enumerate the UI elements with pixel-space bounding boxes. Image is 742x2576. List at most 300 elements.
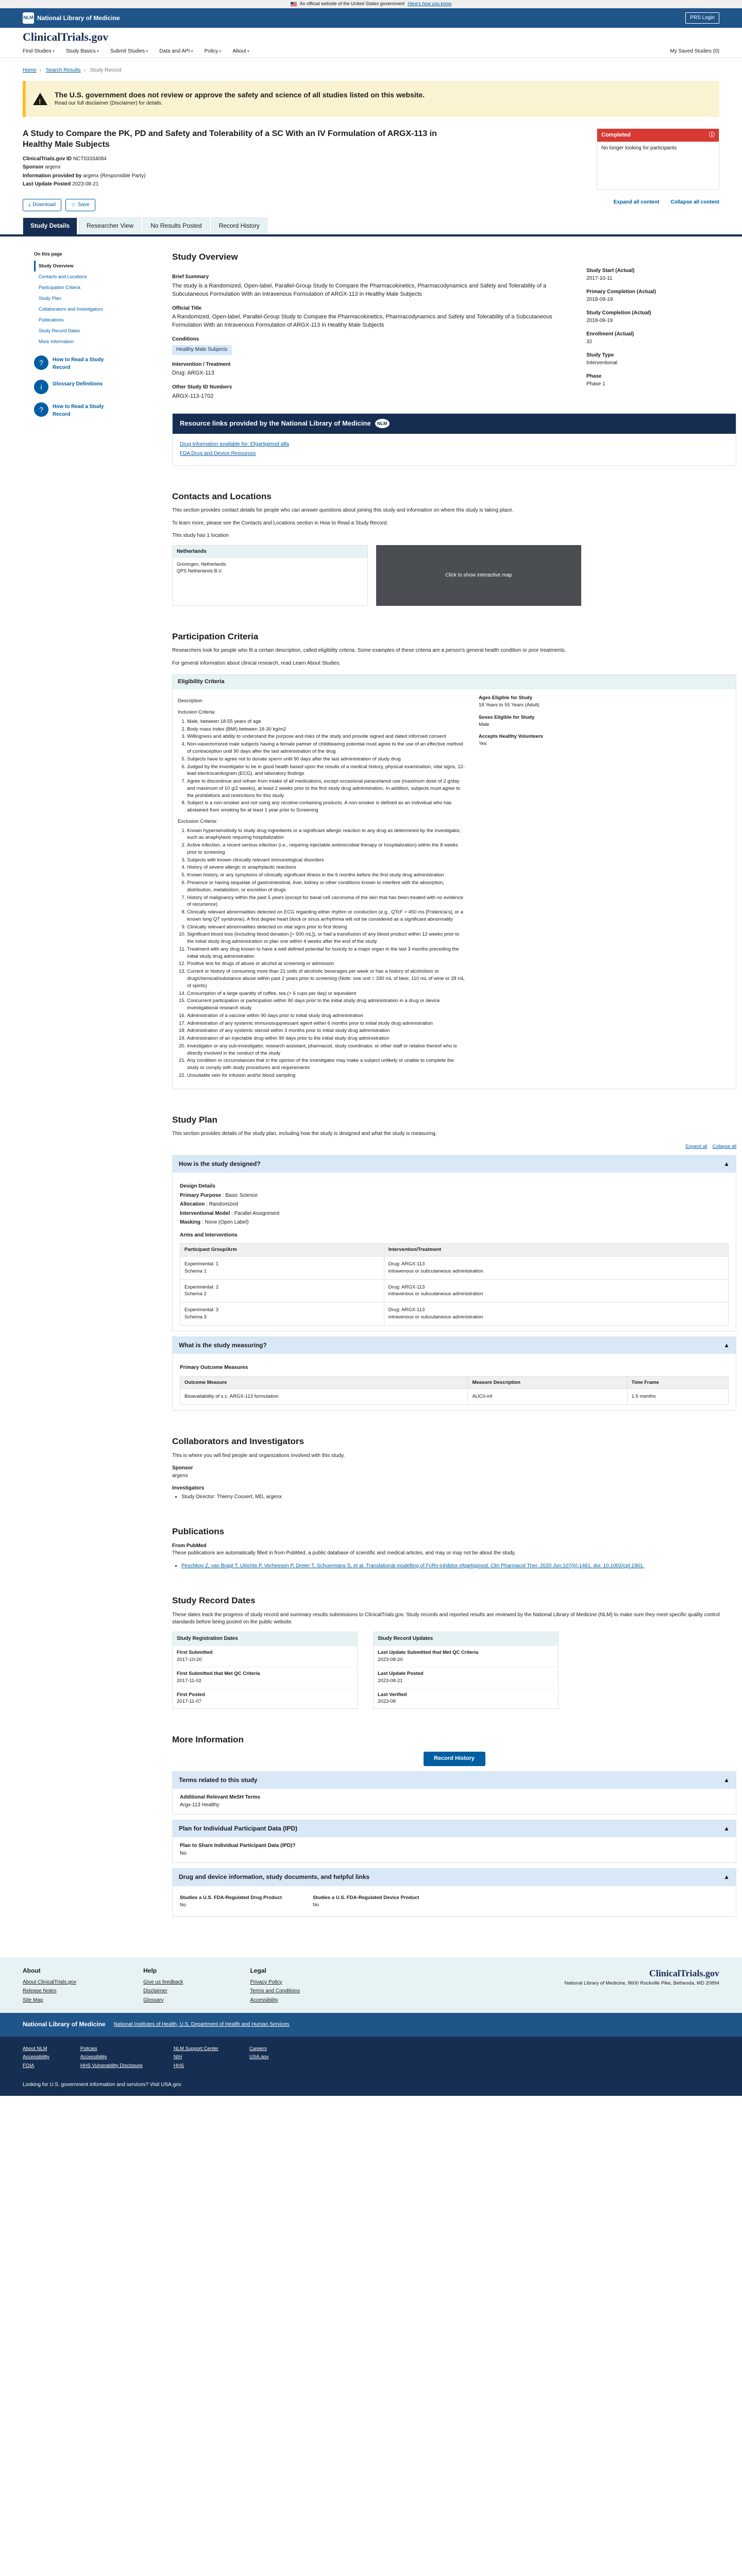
- dates-header: Study Record Updates: [374, 1632, 558, 1646]
- criteria-item: 3. Subjects with known clinically relevant immunological disorders: [187, 857, 466, 864]
- footer-address: National Library of Medicine, 8600 Rockville Pike, Bethesda, MD 20894: [564, 1980, 719, 1987]
- date-value: 2023-08-20: [378, 1657, 403, 1663]
- map-label: Click to show interactive map: [445, 572, 512, 578]
- status-label: Completed: [601, 131, 631, 138]
- collaborators-section: [172, 1435, 736, 1501]
- drug-info-link[interactable]: Drug Information available for: Efgartigimod alfa: [180, 441, 289, 447]
- breadcrumb-current: Study Record: [90, 67, 122, 73]
- criteria-item: 4. Non-vasectomized male subjects having a female partner of childbearing potential must agree to the use of an effective method of contraception until 90 days after the last administration of the drug: [187, 741, 466, 755]
- tab-study-details[interactable]: Study Details: [23, 217, 77, 234]
- design-key: Masking: [180, 1219, 201, 1226]
- investigator-item: • Study Director: Thierry Couvert, MD, argenx: [181, 1494, 736, 1501]
- arms-table: [180, 1243, 729, 1325]
- location-count: This study has 1 location: [172, 533, 229, 539]
- fact-value: 2018-09-19: [586, 317, 613, 324]
- table-header: Measure Description: [468, 1376, 627, 1389]
- footer-link[interactable]: Accessibility: [80, 2054, 107, 2060]
- criteria-item: 1. Known hypersensitivity to study drug ingredients or a significant allergic reaction to any drug as determined by the investigator, such as anaphylaxis requiring hospitalization: [187, 827, 466, 842]
- drug-device-accordion-header[interactable]: [173, 1869, 736, 1886]
- footer-link[interactable]: Policies: [80, 2045, 97, 2052]
- arm-desc: Schema 2: [184, 1291, 207, 1297]
- breadcrumb-search-results[interactable]: Search Results: [45, 67, 81, 73]
- fact-value: 2017-10-11: [586, 275, 613, 281]
- nav-about[interactable]: About ▾: [233, 48, 249, 56]
- criteria-item: 7. History of malignancy within the past 5 years (except for basal cell carcinoma of the skin that has been treated with no evidence of recurrence): [187, 894, 466, 909]
- site-title[interactable]: ClinicalTrials.gov: [23, 30, 109, 44]
- date-label: First Posted: [177, 1691, 205, 1698]
- criteria-item: 20. Investigator or any sub-investigator, research assistant, pharmacist, study coordinator, or other staff or relative thereof who is directly involved in the conduct of the study: [187, 1043, 466, 1057]
- download-icon: ⤓: [28, 201, 31, 208]
- footer-site-title[interactable]: ClinicalTrials.gov: [649, 1968, 719, 1979]
- nct-id: NCT03334084: [73, 156, 107, 162]
- fact-label: Accepts Healthy Volunteers: [479, 734, 543, 740]
- date-label: Last Verified: [378, 1691, 407, 1698]
- learn-about-studies[interactable]: For general information about clinical research, read Learn About Studies.: [172, 660, 341, 666]
- help-link-read-record[interactable]: [34, 355, 106, 371]
- fact-value: Interventional: [586, 360, 618, 366]
- date-value: 2023-08-21: [378, 1677, 403, 1684]
- tab-no-results[interactable]: No Results Posted: [143, 217, 209, 234]
- design-key: Allocation: [180, 1201, 205, 1208]
- criteria-item: 22. Unsuitable vein for infusion and/or blood sampling: [187, 1072, 466, 1079]
- section-heading: Study Record Dates: [172, 1596, 256, 1606]
- info-icon[interactable]: ⓘ: [709, 131, 715, 138]
- disclaimer-banner: [23, 81, 719, 117]
- gov-banner: [0, 0, 742, 8]
- criteria-item: 5. Known history, or any symptoms of clinically significant illness in the 6 months before the first study drug administration: [187, 872, 466, 879]
- footer-nlm-links[interactable]: National Institutes of Health, U.S. Department of Health and Human Services: [113, 2021, 290, 2027]
- design-val: Randomized: [209, 1201, 238, 1208]
- help-link-label: Glossary Definitions: [53, 381, 103, 387]
- location-country: Netherlands: [173, 546, 367, 558]
- footer-heading: Legal: [250, 1967, 266, 1975]
- more-info-section: [172, 1734, 736, 1917]
- criteria-item: 18. Administration of any systemic steroid within 3 months prior to initial study drug administration: [187, 1027, 466, 1035]
- fact-value: 18 Years to 55 Years (Adult): [479, 702, 539, 708]
- criteria-item: 10. Significant blood loss (including blood donation [> 500 mL]), or had a transfusion of any blood product within 12 weeks prior to the initial study drug administration or plan one within 4 weeks after the end of the study: [187, 931, 466, 945]
- location-list: [172, 545, 368, 606]
- collapse-all-content[interactable]: Collapse all content: [670, 199, 719, 205]
- fda-resources-link[interactable]: FDA Drug and Device Resources: [180, 451, 256, 457]
- heres-how-link[interactable]: Here's how you know: [408, 1, 452, 7]
- contacts-section: [172, 490, 736, 606]
- criteria-item: 17. Administration of any systemic immunosuppressant agent within 6 months prior to initial study drug administration: [187, 1020, 466, 1027]
- collab-sponsor: argenx: [172, 1472, 188, 1479]
- section-heading: Study Overview: [172, 251, 238, 262]
- table-row: [180, 1302, 729, 1326]
- nav-study-basics[interactable]: Study Basics ▾: [66, 48, 99, 56]
- footer-nlm-title[interactable]: National Library of Medicine: [23, 2021, 106, 2028]
- footer-usagov: Looking for U.S. government information and services? Visit USA.gov: [0, 2078, 742, 2096]
- footer-bottom-links: [0, 2037, 742, 2078]
- registration-dates: [172, 1632, 358, 1709]
- footer-link[interactable]: Site Map: [23, 1997, 43, 2003]
- date-value: 2017-11-07: [177, 1699, 201, 1705]
- design-val: Parallel Assignment: [234, 1210, 280, 1216]
- section-heading: More Information: [172, 1735, 244, 1745]
- sidenav-contacts[interactable]: Contacts and Locations: [39, 274, 88, 279]
- other-id-value: ARGX-113-1702: [172, 393, 214, 399]
- save-button[interactable]: [65, 199, 95, 212]
- design-key: Primary Purpose: [180, 1192, 222, 1198]
- fact-value: Phase 1: [586, 381, 605, 387]
- criteria-item: 13. Current or history of consuming more than 21 units of alcoholic beverages per week or has a history of alcoholism or drug/chemical/substance abuse within past 2 years prior to screening (Note: one unit = 330 mL of beer, 110 mL of wine or 28 mL of spirits): [187, 968, 466, 989]
- tab-researcher-view[interactable]: Researcher View: [79, 217, 141, 234]
- footer-link[interactable]: Glossary: [143, 1997, 164, 2003]
- gov-banner-text: An official website of the United States government: [299, 1, 405, 7]
- nav-submit-studies[interactable]: Submit Studies ▾: [110, 48, 148, 56]
- pubs-from-label: From PubMed: [172, 1543, 207, 1549]
- footer-link[interactable]: USA.gov: [249, 2054, 269, 2060]
- criteria-item: 6. Judged by the investigator to be in good health based upon the results of a medical history, physical examination, vital signs, 12-lead electrocardiogram (ECG), and laboratory findings: [187, 764, 466, 778]
- footer-link[interactable]: FOIA: [23, 2063, 35, 2069]
- outcome-table: [180, 1376, 729, 1405]
- resource-title: Resource links provided by the National Library of Medicine: [180, 419, 371, 427]
- last-update-label: Last Update Posted: [23, 181, 71, 188]
- footer-link[interactable]: Terms and Conditions: [250, 1988, 300, 1994]
- table-header: Participant Group/Arm: [180, 1244, 384, 1257]
- on-this-page-nav: [34, 251, 106, 1942]
- criteria-item: 11. Treatment with any drug known to have a well defined potential for toxicity to a major organ in the last 3 months preceding the initial study drug administration: [187, 946, 466, 960]
- table-header: Intervention/Treatment: [384, 1244, 728, 1257]
- nav-data-api[interactable]: Data and API ▾: [159, 48, 193, 56]
- fda-device-label: Studies a U.S. FDA-Regulated Device Product: [312, 1894, 419, 1901]
- arm-name: Experimental: 1: [184, 1261, 219, 1267]
- breadcrumb-home[interactable]: Home: [23, 67, 37, 73]
- section-intro: Researchers look for people who fit a certain description, called eligibility criteria. Some examples of these criteria are a person's general health condition or prior treatments.: [172, 648, 566, 654]
- fact-label: Study Type: [586, 352, 614, 359]
- footer-link[interactable]: HHS Vulnerability Disclosure: [80, 2063, 143, 2069]
- criteria-item: 14. Consumption of a large quantity of coffee, tea (> 6 cups per day) or equivalent: [187, 990, 466, 997]
- table-row: [180, 1257, 729, 1280]
- design-key: Interventional Model: [180, 1210, 230, 1216]
- location-map[interactable]: [376, 545, 581, 606]
- eligibility-title: Eligibility Criteria: [173, 675, 736, 689]
- footer-legal-col: [250, 1967, 300, 2006]
- study-facts: [586, 267, 682, 401]
- section-heading: Collaborators and Investigators: [172, 1436, 304, 1447]
- nlm-logo-icon: NLM: [23, 12, 34, 24]
- study-overview-section: [172, 251, 736, 466]
- exclusion-list: [178, 827, 466, 1079]
- mesh-value: Argx-113 Healthy: [180, 1802, 220, 1808]
- description-label: Description: [178, 698, 203, 704]
- table-header: Time Frame: [627, 1376, 728, 1389]
- date-label: Last Update Posted: [378, 1671, 424, 1676]
- arms-label: Arms and Interventions: [180, 1232, 238, 1238]
- measure-accordion: [172, 1336, 736, 1411]
- table-row: [180, 1279, 729, 1302]
- contacts-learn-more[interactable]: To learn more, please see the Contacts and Locations section in How to Read a Study Record.: [172, 520, 389, 526]
- star-icon: ☆: [71, 201, 76, 208]
- criteria-item: 16. Administration of a vaccine within 90 days prior to initial study drug administration: [187, 1012, 466, 1020]
- footer-help-col: [143, 1967, 183, 2006]
- status-note: No longer looking for participants: [601, 145, 677, 151]
- us-flag-icon: [291, 2, 297, 6]
- date-value: 2017-10-20: [177, 1657, 202, 1663]
- criteria-item: 3. Willingness and ability to understand the purpose and risks of the study and provide signed and dated informed consent: [187, 733, 466, 740]
- study-tabs: [0, 217, 742, 236]
- outcome-measure: Bioavailability of s.c. ARGX-113 formulation: [180, 1389, 468, 1405]
- design-question: How is the study designed?: [179, 1160, 261, 1167]
- fact-label: Enrollment (Actual): [586, 331, 634, 337]
- criteria-item: 7. Agree to discontinue and refrain from intake of all medications, except occasional paracetamol use (maximum dose of 2 g/day and maximum of 10 g/2 weeks), at least 2 weeks prior to the first study drug administration. In addition, subjects must agree to the prohibitions and restrictions for this study: [187, 778, 466, 799]
- conditions-label: Conditions: [172, 336, 199, 342]
- fda-drug-label: Studies a U.S. FDA-Regulated Drug Product: [180, 1894, 282, 1901]
- footer-link[interactable]: NLM Support Center: [173, 2045, 218, 2052]
- sidenav-study-plan[interactable]: Study Plan: [39, 295, 61, 301]
- publication-link[interactable]: Peschkov Z, van Bragt T, Ulrichts P, Verheesen P, Dreier T, Schuermans S, et al. Translational modelling of FcRn-inhibitor efgartigimod. Clin Pharmacol Ther. 2020 Jun;107(6):1461. doi: 10.1002/cpt.1901.: [181, 1563, 645, 1569]
- location-site-name: QPS Netherlands B.V.: [177, 568, 223, 574]
- intervention-name: Drug: ARGX-113: [388, 1307, 425, 1313]
- measure-question: What is the study measuring?: [179, 1341, 267, 1349]
- intervention-name: Drug: ARGX-113: [388, 1284, 425, 1290]
- arm-desc: Schema 3: [184, 1314, 207, 1320]
- top-navigation: [0, 46, 742, 58]
- date-label: First Submitted that Met QC Criteria: [177, 1671, 260, 1676]
- section-heading: Participation Criteria: [172, 631, 259, 641]
- design-accordion-header[interactable]: [173, 1156, 736, 1173]
- date-label: First Submitted: [177, 1650, 213, 1656]
- intervention-desc: intravenous or subcutaneous administration: [388, 1314, 483, 1320]
- intervention-name: Drug: ARGX-113: [388, 1261, 425, 1267]
- footer-link[interactable]: About NLM: [23, 2045, 47, 2052]
- section-intro: This section provides contact details for people who can answer questions about joining this study and information on where this study is taking place.: [172, 507, 514, 514]
- main-content: [172, 251, 736, 1942]
- site-header: [0, 28, 742, 46]
- footer-brand: [565, 1967, 719, 2006]
- official-title: A Randomized, Open-label, Parallel-Group Study to Compare the Pharmacokinetics, Pharmacodynamics and Safety and Tolerability of a Subcutaneous Formulation With an Intravenous Formulation of ARGX-113 in Healthy Male Subjects: [172, 314, 552, 329]
- info-provided-label: Information provided by: [23, 173, 82, 179]
- fact-value: Yes: [479, 741, 487, 747]
- site-footer: [0, 1957, 742, 2096]
- warning-icon: !: [33, 93, 47, 105]
- eligibility-facts: [479, 694, 571, 1083]
- question-icon: ?: [34, 355, 48, 370]
- fact-label: Primary Completion (Actual): [586, 289, 656, 295]
- download-button[interactable]: [23, 199, 61, 212]
- last-update-value: 2023-08-21: [72, 181, 99, 188]
- sidenav-study-overview[interactable]: Study Overview: [34, 261, 106, 272]
- table-header: Outcome Measure: [180, 1376, 468, 1389]
- table-row: [180, 1389, 729, 1405]
- footer-nlm-bar: [0, 2013, 742, 2036]
- measure-accordion-header[interactable]: [173, 1337, 736, 1354]
- investigators-label: Investigators: [172, 1485, 205, 1492]
- sidenav-publications[interactable]: Publications: [39, 317, 64, 323]
- eligibility-box: [172, 674, 736, 1089]
- footer-link[interactable]: Disclaimer: [143, 1988, 167, 1994]
- footer-heading: Help: [143, 1967, 157, 1975]
- design-details-label: Design Details: [180, 1183, 215, 1190]
- design-accordion: How is the study designed? ▲ Design Details Primary Purpose : Basic Science Allocation : Randomized Interventional Model : Parallel Assignment Masking : None (Open Label) Arms and Interventions Participant Group/Arm Intervention/Treatment Experimental: 1 Schema 1 Drug: ARGX-113 intravenous or subcutaneous administration Experimental: 2 Schema 2 Drug: ARGX-113 intravenous or subcutaneous administration Experimental: 3 Schema 3 Drug: ARGX-113 intravenous or subcutaneous administration: [172, 1155, 736, 1331]
- outcome-description: AUC0-inf: [468, 1389, 627, 1405]
- date-value: 2017-11-02: [177, 1677, 201, 1684]
- nct-label: ClinicalTrials.gov ID: [23, 156, 72, 162]
- action-bar: [0, 190, 742, 217]
- nav-saved-studies[interactable]: My Saved Studies (0): [670, 48, 719, 55]
- nav-policy[interactable]: Policy ▾: [205, 48, 222, 56]
- footer-link[interactable]: About ClinicalTrials.gov: [23, 1979, 77, 1985]
- ipd-label: Plan to Share Individual Participant Data (IPD)?: [180, 1843, 296, 1849]
- question-icon: ?: [34, 402, 48, 417]
- chevron-up-icon: ▲: [723, 1776, 730, 1784]
- criteria-item: 6. Presence or having sequelae of gastrointestinal, liver, kidney or other conditions known to interfere with the absorption, distribution, metabolism, or excretion of drugs: [187, 879, 466, 894]
- criteria-item: 8. Clinically relevant abnormalities detected on ECG regarding either rhythm or conduction (e.g., QTcF > 450 ms [Fridericia's], or a known long QT syndrome). A first degree heart block or sinus arrhythmia will not be considered as a significant abnormality: [187, 909, 466, 923]
- footer-link[interactable]: Accessibility: [250, 1997, 278, 2003]
- terms-accordion-header[interactable]: [173, 1772, 736, 1789]
- fact-value: 2018-09-19: [586, 296, 613, 302]
- footer-link[interactable]: NIH: [173, 2054, 182, 2060]
- criteria-item: 5. Subjects have to agree not to donate sperm until 90 days after the last administration of study drug: [187, 756, 466, 763]
- nlm-header: [0, 8, 742, 28]
- expand-all-content[interactable]: Expand all content: [613, 199, 660, 205]
- outcome-time-frame: 1.5 months: [627, 1389, 728, 1405]
- tab-record-history[interactable]: Record History: [211, 217, 267, 234]
- fact-label: Study Completion (Actual): [586, 310, 651, 316]
- help-link-read-record-2[interactable]: [34, 402, 106, 418]
- prs-login-button[interactable]: PRS Login: [685, 12, 719, 24]
- footer-link[interactable]: Privacy Policy: [250, 1979, 282, 1985]
- section-intro: These dates track the progress of study record and summary results submissions to ClinicalTrials.gov. Study records and reported results are reviewed by the National Library of Medicine (NLM) to make sure they meet specific quality control standards before being posted on the public website.: [172, 1612, 720, 1625]
- inclusion-label: Inclusion Criteria:: [178, 709, 216, 716]
- date-value: 2023-08: [378, 1699, 396, 1705]
- nav-find-studies[interactable]: Find Studies ▾: [23, 48, 55, 56]
- participation-section: [172, 631, 736, 1089]
- intervention-desc: intravenous or subcutaneous administration: [388, 1268, 483, 1274]
- outcome-label: Primary Outcome Measures: [180, 1365, 248, 1371]
- study-title: A Study to Compare the PK, PD and Safety and Tolerability of a SC With an IV Formulation of ARGX-113 in Healthy Male Subjects: [23, 129, 437, 149]
- sidenav-collaborators[interactable]: Collaborators and Investigators: [39, 306, 103, 312]
- criteria-item: 1. Male, between 18-55 years of age: [187, 718, 466, 725]
- footer-about-col: [23, 1967, 76, 2006]
- record-history-button[interactable]: Record History: [424, 1752, 485, 1766]
- ipd-accordion-header[interactable]: [173, 1820, 736, 1837]
- exclusion-label: Exclusion Criteria:: [178, 818, 217, 824]
- fact-label: Ages Eligible for Study: [479, 695, 532, 701]
- footer-link[interactable]: HHS: [173, 2063, 184, 2069]
- criteria-item: 15. Concurrent participation or participation within 90 days prior to the initial study drug administration in a drug or device investigational research study: [187, 997, 466, 1012]
- brief-summary-label: Brief Summary: [172, 274, 209, 280]
- footer-link[interactable]: Release Notes: [23, 1988, 57, 1994]
- intervention-label: Intervention / Treatment: [172, 361, 231, 367]
- chevron-up-icon: ▲: [723, 1873, 730, 1881]
- sponsor-value: argenx: [45, 164, 61, 171]
- fact-label: Phase: [586, 374, 602, 380]
- chevron-up-icon: ▲: [723, 1341, 730, 1349]
- chevron-up-icon: ▲: [723, 1160, 730, 1167]
- download-label: Download: [32, 201, 56, 208]
- record-updates: [373, 1632, 559, 1709]
- nlm-logo[interactable]: [23, 12, 120, 24]
- terms-accordion: [172, 1771, 736, 1815]
- section-heading: Study Plan: [172, 1114, 217, 1125]
- study-plan-section: [172, 1114, 736, 1411]
- breadcrumb: Home › Search Results › Study Record: [23, 67, 122, 73]
- terms-question: Terms related to this study: [179, 1776, 258, 1784]
- arm-desc: Schema 1: [184, 1268, 207, 1274]
- mesh-label: Additional Relevant MeSH Terms: [180, 1794, 260, 1801]
- intervention-desc: intravenous or subcutaneous administration: [388, 1291, 483, 1297]
- section-intro: This is where you will find people and organizations involved with this study.: [172, 1452, 345, 1459]
- arm-name: Experimental: 2: [184, 1284, 219, 1290]
- inclusion-list: [178, 718, 466, 814]
- help-link-label: How to Read a Study Record: [53, 357, 104, 370]
- record-dates-section: [172, 1595, 736, 1709]
- condition-badge[interactable]: Healthy Male Subjects: [172, 345, 232, 355]
- nlm-resource-links: [172, 413, 736, 466]
- nlm-logo-icon: NLM: [375, 419, 390, 428]
- criteria-item: 12. Positive test for drugs of abuse or alcohol at screening or admission: [187, 960, 466, 968]
- criteria-item: 4. History of severe allergic or anaphylactic reactions: [187, 864, 466, 871]
- help-link-label: How to Read a Study Record: [53, 404, 104, 417]
- drug-device-question: Drug and device information, study documents, and helpful links: [179, 1873, 370, 1881]
- footer-link[interactable]: Accessibility: [23, 2054, 49, 2060]
- fact-label: Study Start (Actual): [586, 268, 635, 274]
- info-provided-value: argenx (Responsible Party): [83, 173, 146, 179]
- section-heading: Publications: [172, 1527, 225, 1537]
- footer-link[interactable]: Careers: [249, 2045, 267, 2052]
- dates-header: Study Registration Dates: [173, 1632, 357, 1646]
- nlm-logo-text: National Library of Medicine: [37, 14, 120, 22]
- location-city: Groningen, Netherlands: [177, 562, 226, 567]
- ipd-value: No: [180, 1850, 187, 1856]
- arm-name: Experimental: 3: [184, 1307, 219, 1313]
- disclaimer-title: The U.S. government does not review or approve the safety and science of all studies listed on this website.: [55, 91, 425, 99]
- recruitment-status: [597, 128, 719, 190]
- expand-all-link[interactable]: Expand all: [685, 1143, 707, 1149]
- criteria-item: 2. Body mass index (BMI) between 18-30 kg/m2: [187, 726, 466, 733]
- criteria-item: 2. Active infection, a recent serious infection (i.e., requiring injectable antimicrobial therapy or hospitalization) within the 8 weeks prior to screening: [187, 842, 466, 856]
- info-icon: i: [34, 380, 48, 394]
- publications-section: [172, 1526, 736, 1570]
- design-val: Basic Science: [225, 1192, 258, 1198]
- collab-sponsor-label: Sponsor: [172, 1465, 193, 1471]
- sponsor-label: Sponsor: [23, 164, 44, 171]
- criteria-item: 19. Administration of an injectable drug within 90 days prior to the initial study drug administration: [187, 1035, 466, 1042]
- section-intro: This section provides details of the study plan, including how the study is designed and what the study is measuring.: [172, 1131, 437, 1137]
- fact-value: 32: [586, 338, 593, 345]
- sidenav-participation[interactable]: Participation Criteria: [39, 284, 81, 290]
- save-label: Save: [77, 201, 90, 208]
- sidenav-more-info[interactable]: More Information: [39, 338, 74, 344]
- fda-device-value: No: [312, 1902, 319, 1908]
- collapse-all-link[interactable]: Collapse all: [712, 1143, 736, 1149]
- ipd-accordion: [172, 1820, 736, 1863]
- footer-heading: About: [23, 1967, 41, 1975]
- drug-device-accordion: [172, 1868, 736, 1917]
- design-val: None (Open Label): [205, 1219, 249, 1226]
- criteria-item: 9. Clinically relevant abnormalities detected on vital signs prior to first dosing: [187, 924, 466, 931]
- study-header: [0, 117, 742, 190]
- section-heading: Contacts and Locations: [172, 491, 272, 501]
- sidenav-record-dates[interactable]: Study Record Dates: [39, 328, 80, 333]
- criteria-item: 21. Any condition or circumstances that in the opinion of the investigator may make a subject unlikely or unable to complete the study or comply with study procedures and requirements: [187, 1057, 466, 1072]
- other-ids-label: Other Study ID Numbers: [172, 384, 232, 391]
- section-intro: These publications are automatically filled in from PubMed, a public database of scientific and medical articles, and may or may not be about the study.: [172, 1550, 516, 1556]
- intervention-value: Drug: ARGX-113: [172, 370, 214, 377]
- criteria-item: 8. Subject is a non-smoker and not using any nicotine-containing products. A non-smoker is defined as an individual who has abstained from smoking for at least 1 year prior to Screening: [187, 800, 466, 814]
- disclaimer-text: Read our full disclaimer (Disclaimer) for details.: [55, 100, 163, 107]
- chevron-up-icon: ▲: [723, 1825, 730, 1833]
- brief-summary: The study is a Randomized, Open-label, Parallel-Group Study to Compare the Pharmacokinetics, Pharmacodynamics and Safety and Tolerability of a Subcutaneous Formulation With an Intravenous Formulation of ARGX-113 in Healthy Male Subjects: [172, 282, 547, 297]
- date-label: Last Update Submitted that Met QC Criteria: [378, 1650, 479, 1656]
- fact-label: Sexes Eligible for Study: [479, 714, 535, 720]
- fda-drug-value: No: [180, 1902, 187, 1908]
- footer-link[interactable]: Give us feedback: [143, 1979, 183, 1985]
- help-link-glossary[interactable]: [34, 380, 106, 394]
- sidenav-heading: On this page: [34, 251, 62, 257]
